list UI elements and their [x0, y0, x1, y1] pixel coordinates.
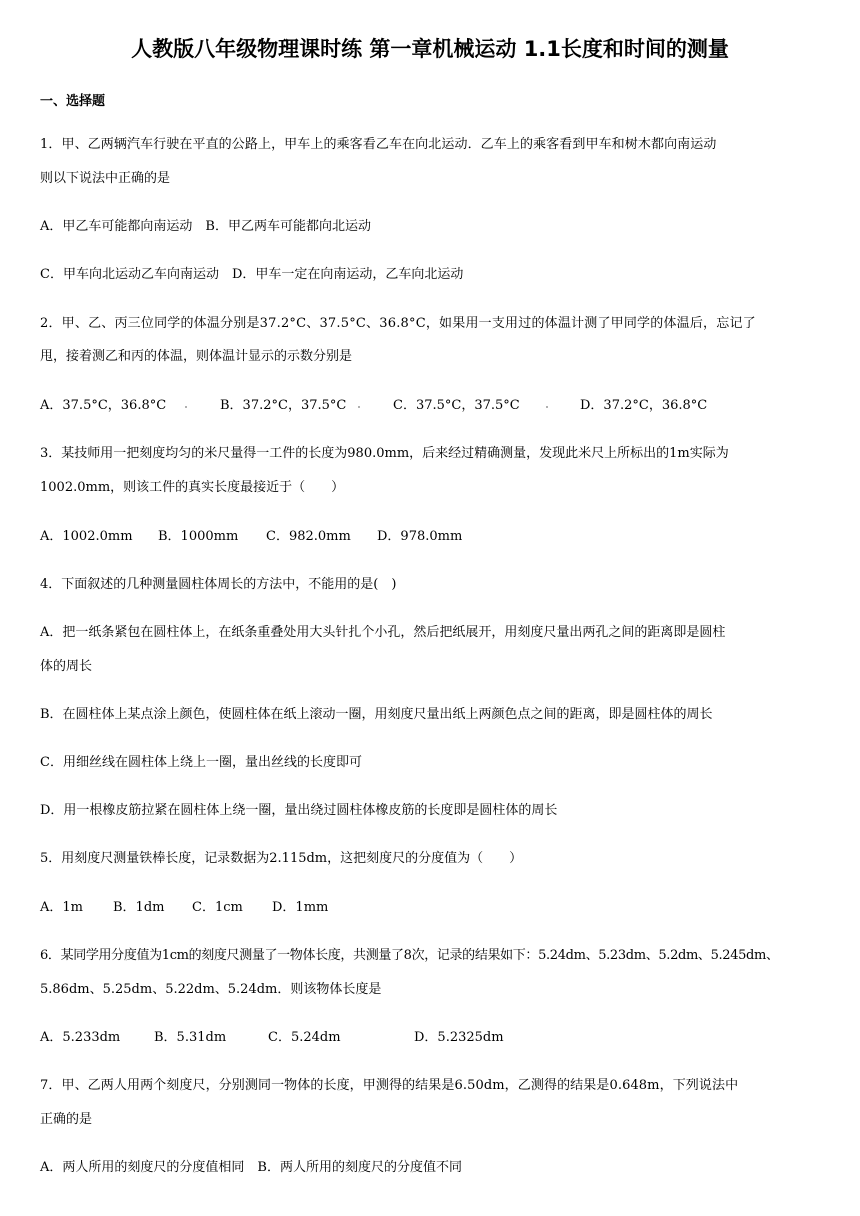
- question-2-option-a: A．37.5°C，36.8°C: [40, 398, 167, 413]
- separator-dot: [185, 406, 187, 408]
- question-2-option-c: C．37.5°C，37.5°C: [393, 398, 520, 413]
- question-4-option-b: B．在圆柱体上某点涂上颜色，使圆柱体在纸上滚动一圈，用刻度尺量出纸上两颜色点之间的距离，即是圆柱体的周长: [40, 707, 713, 722]
- question-5-stem: 5．用刻度尺测量铁棒长度，记录数据为2.115dm，这把刻度尺的分度值为（ ）: [40, 851, 523, 866]
- separator-dot: [546, 406, 548, 408]
- question-4-stem: 4．下面叙述的几种测量圆柱体周长的方法中，不能用的是( ): [40, 577, 397, 592]
- question-6-option-c: C．5.24dm: [268, 1030, 341, 1045]
- question-7-options-ab: A．两人所用的刻度尺的分度值相同 B．两人所用的刻度尺的分度值不同: [40, 1160, 462, 1175]
- question-2-options-row: [0, 396, 860, 416]
- separator-dot: [358, 406, 360, 408]
- question-3-option-c: C．982.0mm: [266, 529, 351, 544]
- page-title: 人教版八年级物理课时练 第一章机械运动 1.1长度和时间的测量: [131, 37, 729, 61]
- question-6-stem-line-1: 6．某同学用分度值为1cm的刻度尺测量了一物体长度，共测量了8次，记录的结果如下：5.24dm、5.23dm、5.2dm、5.245dm、: [40, 948, 779, 963]
- question-2-option-d: D．37.2°C，36.8°C: [580, 398, 708, 413]
- question-3-stem-line-2: 1002.0mm，则该工件的真实长度最接近于（ ）: [40, 480, 345, 495]
- question-5-option-c: C．1cm: [192, 900, 243, 915]
- question-3-option-d: D．978.0mm: [377, 529, 463, 544]
- question-5-options-row: [0, 898, 860, 918]
- question-2-option-b: B．37.2°C，37.5°C: [220, 398, 347, 413]
- question-4-option-a-line-2: 体的周长: [40, 659, 93, 674]
- question-1-options-ab: A．甲乙车可能都向南运动 B．甲乙两车可能都向北运动: [40, 219, 371, 234]
- question-4-option-a-line-1: A．把一纸条紧包在圆柱体上，在纸条重叠处用大头针扎个小孔，然后把纸展开，用刻度尺量出两孔之间的距离即是圆柱: [40, 625, 726, 640]
- question-7-stem-line-1: 7．甲、乙两人用两个刻度尺，分别测同一物体的长度，甲测得的结果是6.50dm，乙测得的结果是0.648m，下列说法中: [40, 1078, 739, 1093]
- question-6-stem-line-2: 5.86dm、5.25dm、5.22dm、5.24dm．则该物体长度是: [40, 982, 382, 997]
- section-heading: 一、选择题: [40, 94, 106, 109]
- question-5-option-d: D．1mm: [272, 900, 329, 915]
- question-5-option-b: B．1dm: [113, 900, 165, 915]
- question-6-option-a: A．5.233dm: [40, 1030, 121, 1045]
- question-4-option-d: D．用一根橡皮筋拉紧在圆柱体上绕一圈，量出绕过圆柱体橡皮筋的长度即是圆柱体的周长: [40, 803, 558, 818]
- question-1-stem-line-2: 则以下说法中正确的是: [40, 171, 171, 186]
- question-2-stem-line-2: 甩，接着测乙和丙的体温，则体温计显示的示数分别是: [40, 349, 353, 364]
- question-3-options-row: [0, 527, 860, 547]
- question-7-stem-line-2: 正确的是: [40, 1112, 93, 1127]
- question-2-stem-line-1: 2．甲、乙、丙三位同学的体温分别是37.2°C、37.5°C、36.8°C，如果用一支用过的体温计测了甲同学的体温后，忘记了: [40, 316, 756, 331]
- question-4-option-c: C．用细丝线在圆柱体上绕上一圈，量出丝线的长度即可: [40, 755, 362, 770]
- question-6-option-b: B．5.31dm: [154, 1030, 227, 1045]
- question-3-stem-line-1: 3．某技师用一把刻度均匀的米尺量得一工件的长度为980.0mm，后来经过精确测量，发现此米尺上所标出的1m实际为: [40, 446, 729, 461]
- question-1-stem-line-1: 1．甲、乙两辆汽车行驶在平直的公路上，甲车上的乘客看乙车在向北运动．乙车上的乘客看到甲车和树木都向南运动: [40, 137, 717, 152]
- question-6-options-row: [0, 1028, 860, 1048]
- question-5-option-a: A．1m: [40, 900, 83, 915]
- question-6-option-d: D．5.2325dm: [414, 1030, 504, 1045]
- question-3-option-a: A．1002.0mm: [40, 529, 133, 544]
- question-3-option-b: B．1000mm: [158, 529, 239, 544]
- question-1-options-cd: C．甲车向北运动乙车向南运动 D．甲车一定在向南运动，乙车向北运动: [40, 267, 464, 282]
